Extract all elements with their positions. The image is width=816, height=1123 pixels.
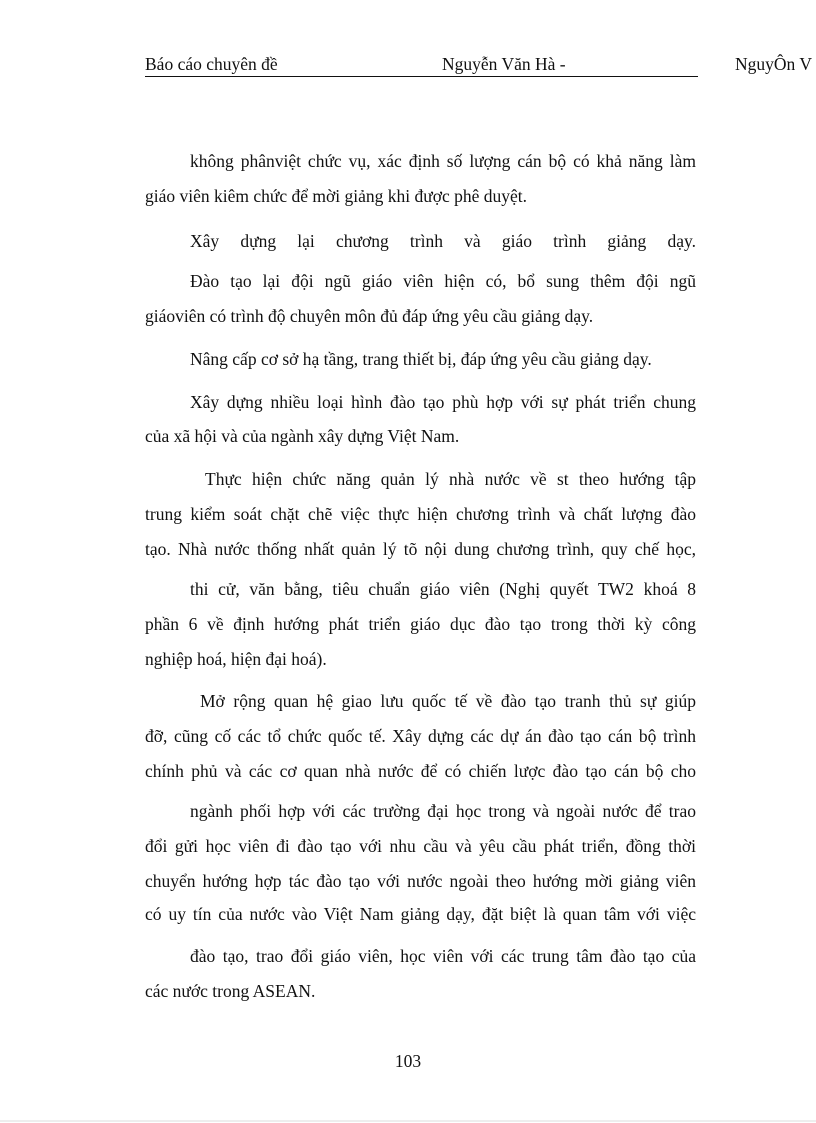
body-line: trung kiểm soát chặt chẽ việc thực hiện chương trình và chất lượng đào	[145, 504, 696, 524]
body-line: phần 6 về định hướng phát triển giáo dục đào tạo trong thời kỳ công	[145, 614, 696, 634]
body-line: Xây dựng nhiều loại hình đào tạo phù hợp với sự phát triển chung	[190, 392, 696, 412]
body-line: nghiệp hoá, hiện đại hoá).	[145, 649, 327, 669]
header-left-title: Báo cáo chuyên đề	[145, 54, 278, 74]
body-line: Nâng cấp cơ sở hạ tầng, trang thiết bị, đáp ứng yêu cầu giảng dạy.	[190, 349, 652, 369]
body-line: tạo. Nhà nước thống nhất quản lý tõ nội dung chương trình, quy chế học,	[145, 539, 696, 559]
page-bottom-edge	[0, 1120, 816, 1122]
header-right-text: NguyÔn V	[735, 54, 812, 74]
header-author: Nguyễn Văn Hà -	[442, 54, 566, 74]
body-line: Xây dựng lại chương trình và giáo trình giảng dạy.	[190, 231, 696, 251]
body-line: đổi gửi học viên đi đào tạo với nhu cầu và yêu cầu phát triển, đồng thời	[145, 836, 696, 856]
body-line: đỡ, cũng cố các tổ chức quốc tế. Xây dựng các dự án đào tạo cán bộ trình	[145, 726, 696, 746]
body-line: giáo viên kiêm chức để mời giảng khi được phê duyệt.	[145, 186, 528, 206]
body-line: Đào tạo lại đội ngũ giáo viên hiện có, bổ sung thêm đội ngũ	[190, 271, 696, 291]
body-line: các nước trong ASEAN.	[145, 981, 316, 1001]
body-line: đào tạo, trao đổi giáo viên, học viên với các trung tâm đào tạo của	[190, 946, 696, 966]
body-line: Thực hiện chức năng quản lý nhà nước về st theo hướng tập	[205, 469, 696, 489]
page-header	[145, 50, 816, 80]
body-line: giáoviên có trình độ chuyên môn đủ đáp ứng yêu cầu giảng dạy.	[145, 306, 594, 326]
body-line: chính phủ và các cơ quan nhà nước để có chiến lược đào tạo cán bộ cho	[145, 761, 696, 781]
header-rule	[145, 76, 698, 77]
body-line: có uy tín của nước vào Việt Nam giảng dạy, đặt biệt là quan tâm với việc	[145, 904, 696, 924]
body-line: chuyển hướng hợp tác đào tạo với nước ngoài theo hướng mời giảng viên	[145, 871, 696, 891]
body-line: không phânviệt chức vụ, xác định số lượng cán bộ có khả năng làm	[190, 151, 696, 171]
page-number: 103	[394, 1051, 422, 1071]
body-line: ngành phối hợp với các trường đại học trong và ngoài nước để trao	[190, 801, 696, 821]
body-line: Mở rộng quan hệ giao lưu quốc tế về đào tạo tranh thủ sự giúp	[200, 691, 696, 711]
body-line: thi cử, văn bằng, tiêu chuẩn giáo viên (Nghị quyết TW2 khoá 8	[190, 579, 696, 599]
body-line: của xã hội và của ngành xây dựng Việt Nam.	[145, 426, 460, 446]
